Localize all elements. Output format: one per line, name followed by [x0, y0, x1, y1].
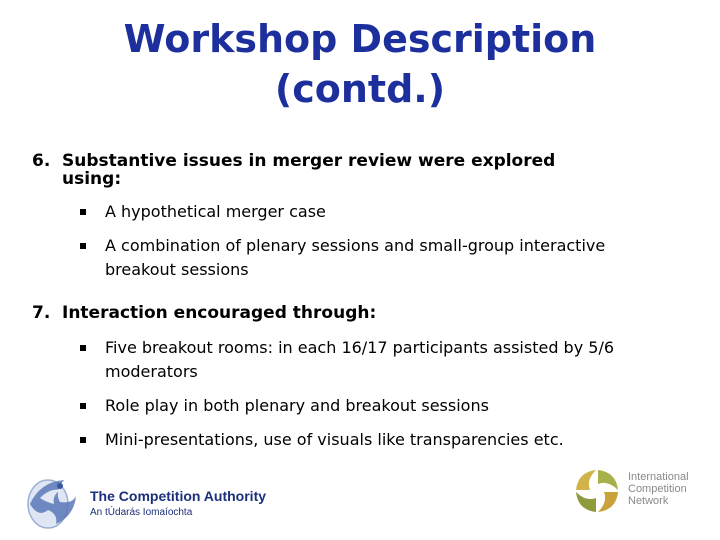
icn-line-1: International: [628, 471, 689, 483]
square-bullet-icon: [80, 403, 86, 409]
section-heading-text: Interaction encouraged through:: [62, 303, 377, 323]
section-heading-6: [32, 152, 555, 188]
icn-line-2: Competition: [628, 483, 687, 495]
bullet-text-cont: moderators: [105, 362, 198, 381]
icn-name: [628, 471, 689, 507]
section-heading-text: Substantive issues in merger review were explored: [62, 151, 556, 171]
bullet-text: Mini-presentations, use of visuals like transparencies etc.: [105, 430, 564, 449]
bullet-text: A hypothetical merger case: [105, 202, 326, 221]
bullet-item: [80, 200, 690, 224]
competition-authority-logo: [20, 474, 300, 534]
icn-line-3: Network: [628, 495, 669, 507]
square-bullet-icon: [80, 243, 86, 249]
bullet-item: [80, 234, 690, 282]
bullet-text-cont: breakout sessions: [105, 260, 249, 279]
bullet-text: Five breakout rooms: in each 16/17 participants assisted by 5/6: [105, 338, 615, 357]
bullet-item: [80, 428, 690, 452]
square-bullet-icon: [80, 345, 86, 351]
slide-title: [0, 14, 720, 114]
ca-name: The Competition Authority: [90, 488, 267, 504]
square-bullet-icon: [80, 437, 86, 443]
title-line-2: (contd.): [274, 67, 446, 111]
bullet-item: [80, 336, 690, 384]
section-number: 7.: [32, 303, 51, 323]
bullet-text: Role play in both plenary and breakout sessions: [105, 396, 489, 415]
square-bullet-icon: [80, 209, 86, 215]
icn-logo-icon: [572, 466, 624, 516]
section-heading-7: [32, 304, 376, 322]
ca-subtitle: An tÚdarás Iomaíochta: [90, 507, 193, 518]
bullet-text: A combination of plenary sessions and small-group interactive: [105, 236, 606, 255]
ca-logo-icon: [20, 474, 82, 534]
bullet-item: [80, 394, 690, 418]
title-line-1: Workshop Description: [123, 17, 597, 61]
icn-logo: [572, 466, 717, 526]
section-number: 6.: [32, 151, 51, 171]
section-heading-text-cont: using:: [62, 169, 122, 189]
